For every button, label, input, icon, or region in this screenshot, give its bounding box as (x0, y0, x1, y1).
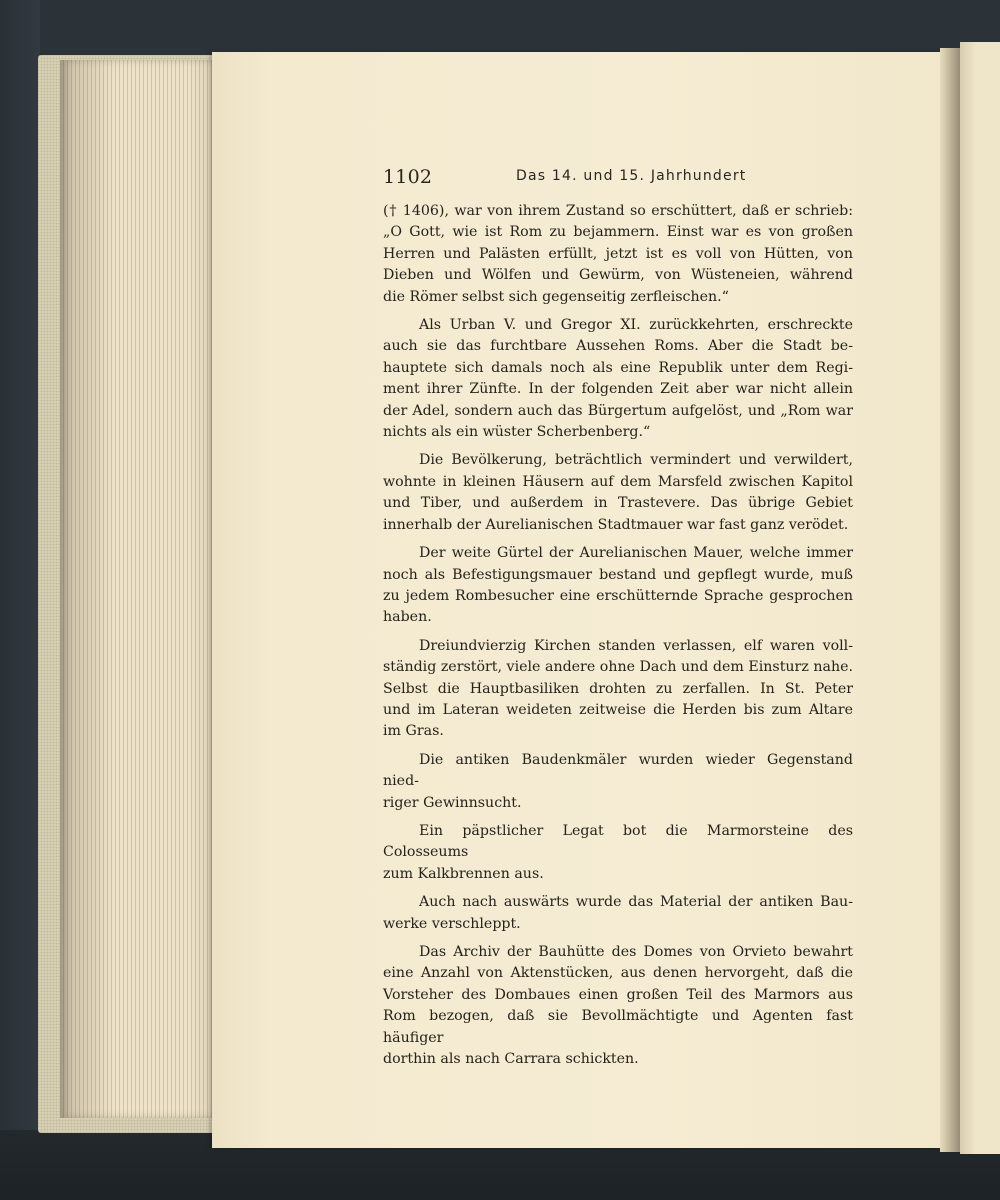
text-line: Als Urban V. und Gregor XI. zurückkehrten, erschreckte (419, 317, 853, 334)
text-line: wohnte in kleinen Häusern auf dem Marsfeld zwischen Kapitol (383, 473, 853, 490)
text-line: ment ihrer Zünfte. In der folgenden Zeit aber war nicht allein (383, 381, 853, 398)
text-line: Dieben und Wölfen und Gewürm, von Wüsteneien, während (383, 267, 853, 284)
text-line: noch als Befestigungsmauer bestand und gepflegt wurde, muß (383, 566, 853, 583)
text-line: Auch nach auswärts wurde das Material der antiken Bau- (419, 894, 853, 911)
paragraph (383, 821, 853, 885)
page-number: 1102 (383, 166, 433, 188)
text-line: riger Gewinnsucht. (383, 794, 522, 811)
text-line: „O Gott, wie ist Rom zu bejammern. Einst war es von großen (383, 224, 853, 241)
background-left (0, 0, 40, 1200)
text-line: hauptete sich damals noch als eine Republik unter dem Regi- (383, 359, 853, 376)
text-line: ständig zerstört, viele andere ohne Dach und dem Einsturz nahe. (383, 659, 853, 676)
text-line: werke verschleppt. (383, 915, 521, 932)
page-header (383, 163, 863, 193)
text-line: nichts als ein wüster Scherbenberg.“ (383, 424, 651, 441)
text-line: im Gras. (383, 723, 444, 740)
text-line: († 1406), war von ihrem Zustand so erschüttert, daß er schrieb: (383, 203, 853, 219)
page-edges-shade (60, 60, 220, 1118)
text-line: der Adel, sondern auch das Bürgertum aufgelöst, und „Rom war (383, 402, 853, 419)
text-line: Selbst die Hauptbasiliken drohten zu zerfallen. In St. Peter (383, 680, 853, 697)
text-line: Die antiken Baudenkmäler wurden wieder Gegenstand nied- (383, 751, 853, 790)
text-line: die Römer selbst sich gegenseitig zerfleischen.“ (383, 288, 729, 305)
paragraph (383, 450, 853, 536)
body-text (383, 201, 853, 1077)
paragraph (383, 201, 853, 308)
paragraph (383, 942, 853, 1070)
text-line: und im Lateran weideten zeitweise die Herden bis zum Altare (383, 701, 853, 718)
running-head: Das 14. und 15. Jahrhundert (516, 168, 747, 184)
facing-page-edge (960, 42, 1000, 1154)
paragraph (383, 750, 853, 814)
text-line: Herren und Palästen erfüllt, jetzt ist es voll von Hütten, von (383, 245, 853, 262)
text-line: auch sie das furchtbare Aussehen Roms. Aber die Stadt be- (383, 338, 853, 355)
text-line: Ein päpstlicher Legat bot die Marmorsteine des Colosseums (383, 822, 853, 861)
paragraph (383, 892, 853, 935)
text-line: Das Archiv der Bauhütte des Domes von Orvieto bewahrt (419, 944, 853, 960)
paragraph (383, 315, 853, 443)
text-line: Der weite Gürtel der Aurelianischen Mauer, welche immer (419, 545, 853, 562)
text-line: Dreiundvierzig Kirchen standen verlassen, elf waren voll- (419, 637, 853, 654)
text-line: haben. (383, 609, 432, 626)
paragraph (383, 543, 853, 629)
book-gutter (940, 48, 962, 1152)
text-line: Vorsteher des Dombaues einen großen Teil des Marmors aus (383, 986, 853, 1003)
text-line: zum Kalkbrennen aus. (383, 865, 544, 882)
paragraph (383, 636, 853, 743)
text-line: zu jedem Rombesucher eine erschütternde Sprache gesprochen (383, 587, 853, 604)
text-line: und Tiber, und außerdem in Trastevere. Das übrige Gebiet (383, 495, 853, 512)
text-line: dorthin als nach Carrara schickten. (383, 1051, 639, 1068)
text-line: eine Anzahl von Aktenstücken, aus denen hervorgeht, daß die (383, 965, 853, 982)
text-line: Die Bevölkerung, beträchtlich vermindert und verwildert, (419, 452, 853, 469)
text-line: Rom bezogen, daß sie Bevollmächtigte und Agenten fast häufiger (383, 1008, 853, 1046)
text-line: innerhalb der Aurelianischen Stadtmauer war fast ganz verödet. (383, 516, 849, 533)
